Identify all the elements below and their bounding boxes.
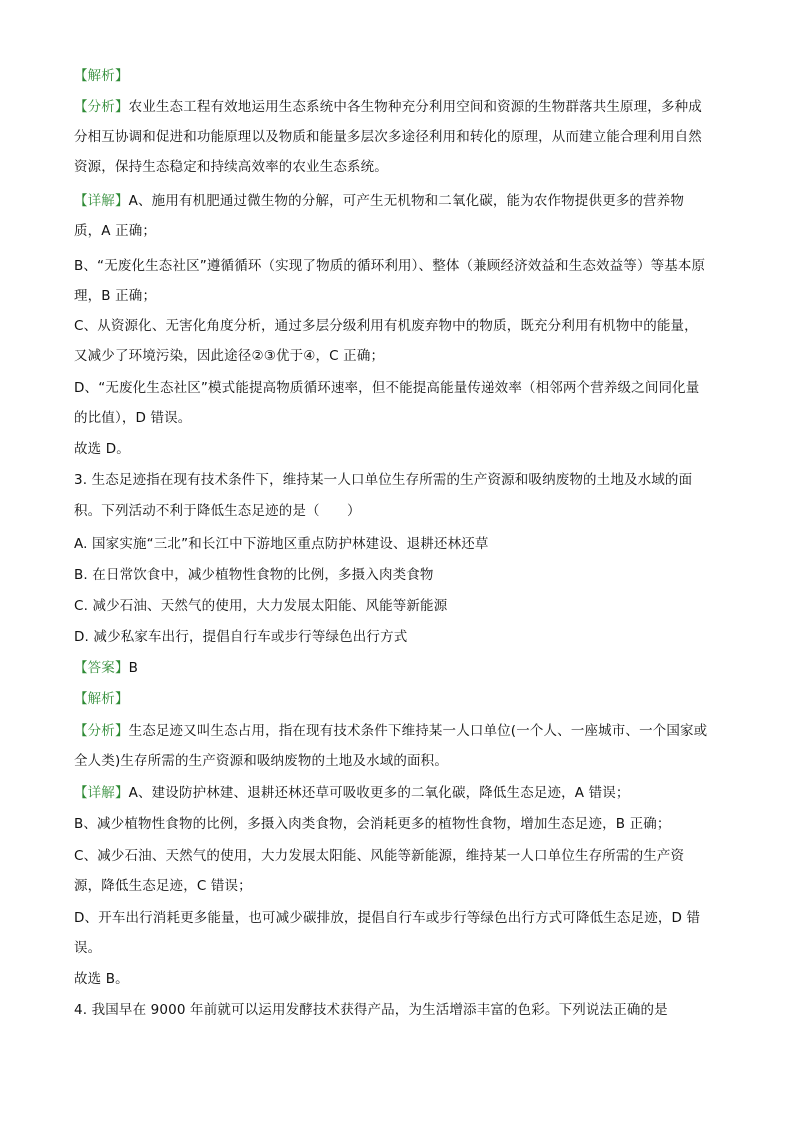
option-d: D. 减少私家车出行，提倡自行车或步行等绿色出行方式 [74,629,408,645]
jiexi-heading: 【解析】 [74,68,129,84]
xiangjie-line: 的比值），D 错误。 [74,410,192,426]
xiangjie-line: C、从资源化、无害化角度分析，通过多层分级利用有机废弃物中的物质，既充分利用有机物中的能量， [74,318,698,334]
conclusion-line: 故选 D。 [74,441,130,457]
xiangjie-line: 质，A 正确； [74,223,157,239]
conclusion-line: 故选 B。 [74,971,129,987]
xiangjie-line: 【详解】A、建设防护林建、退耕还林还草可吸收更多的二氧化碳，降低生态足迹，A 错误； [74,785,630,801]
option-b: B. 在日常饮食中，减少植物性食物的比例，多摄入肉类食物 [74,567,434,583]
question-4-stem: 4. 我国早在 9000 年前就可以运用发酵技术获得产品，为生活增添丰富的色彩。下列说法正确的是 [74,1002,668,1018]
xiangjie-line: 误。 [74,940,102,956]
option-a: A. 国家实施“三北”和长江中下游地区重点防护林建设、退耕还林还草 [74,536,489,552]
xiangjie-line: 又减少了环境污染，因此途径②③优于④，C 正确； [74,348,385,364]
xiangjie-line: B、减少植物性食物的比例，多摄入肉类食物，会消耗更多的植物性食物，增加生态足迹，B 正确； [74,816,671,832]
fenxi-line: 全人类)生存所需的生产资源和吸纳废物的土地及水域的面积。 [74,753,448,769]
xiangjie-line: 源，降低生态足迹，C 错误； [74,878,252,894]
answer-line: 【答案】B [74,660,139,676]
xiangjie-line: D、开车出行消耗更多能量，也可减少碳排放，提倡自行车或步行等绿色出行方式可降低生态足迹，D 错 [74,910,701,926]
xiangjie-line: C、减少石油、天然气的使用，大力发展太阳能、风能等新能源，维持某一人口单位生存所需的生产资 [74,848,685,864]
jiexi-heading: 【解析】 [74,691,129,707]
xiangjie-line: D、“无废化生态社区”模式能提高物质循环速率，但不能提高能量传递效率（相邻两个营养级之间同化量 [74,380,700,396]
xiangjie-line: 【详解】A、施用有机肥通过微生物的分解，可产生无机物和二氧化碳，能为农作物提供更多的营养物 [74,193,684,209]
option-c: C. 减少石油、天然气的使用，大力发展太阳能、风能等新能源 [74,598,448,614]
fenxi-line: 分相互协调和促进和功能原理以及物质和能量多层次多途径利用和转化的原理，从而建立能合理利用自然 [74,129,702,145]
fenxi-line: 【分析】生态足迹又叫生态占用，指在现有技术条件下维持某一人口单位(一个人、一座城市、一个国家或 [74,723,708,739]
xiangjie-line: 理，B 正确； [74,288,157,304]
question-3-stem: 积。下列活动不利于降低生态足迹的是（ ） [74,503,361,519]
fenxi-line: 【分析】农业生态工程有效地运用生态系统中各生物种充分利用空间和资源的生物群落共生原理，多种成 [74,99,702,115]
fenxi-line: 资源，保持生态稳定和持续高效率的农业生态系统。 [74,159,388,175]
xiangjie-line: B、“无废化生态社区”遵循循环（实现了物质的循环利用）、整体（兼顾经济效益和生态效益等）等基本原 [74,258,706,274]
question-3-stem: 3. 生态足迹指在现有技术条件下，维持某一人口单位生存所需的生产资源和吸纳废物的土地及水域的面 [74,472,693,488]
